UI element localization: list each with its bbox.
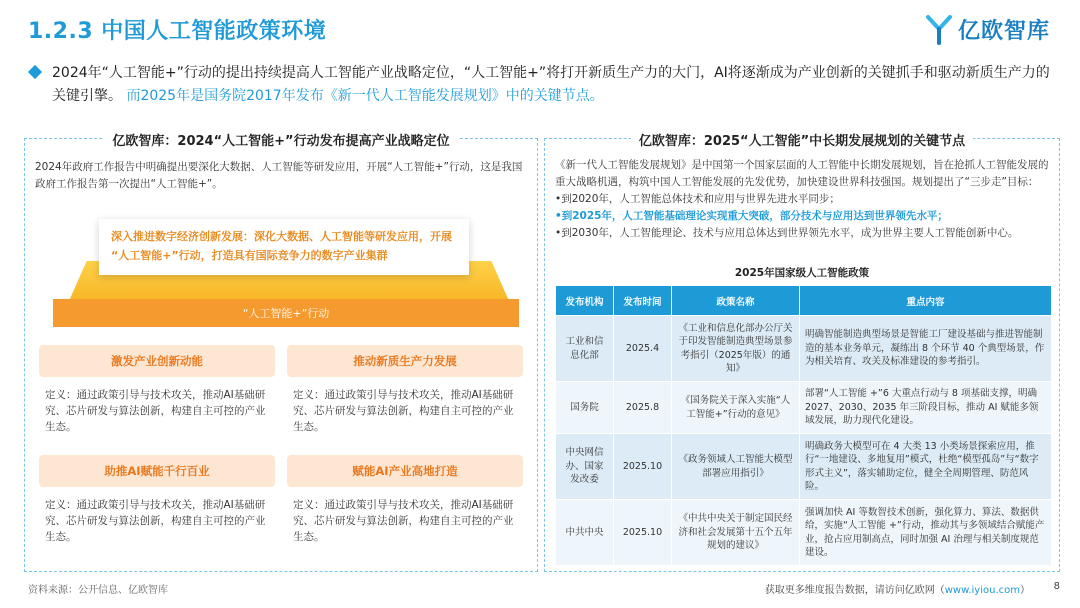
table-row bbox=[556, 316, 1052, 382]
page-title: 1.2.3 中国人工智能政策环境 bbox=[28, 19, 327, 44]
card-title: 推动新质生产力发展 bbox=[287, 345, 523, 377]
right-panel-title-text: 亿欧智库：2025“人工智能”中长期发展规划的关键节点 bbox=[631, 134, 973, 149]
cell-content: 强调加快 AI 等数智技术创新，强化算力、算法、数据供给，实施“人工智能 +”行动，推动其与多领域结合赋能产业，抢占应用制高点，同时加强 AI 治理与相关制度规范建设。 bbox=[800, 500, 1052, 566]
right-description bbox=[555, 157, 1051, 242]
card-industry-highland bbox=[287, 455, 523, 545]
cell-org: 工业和信息化部 bbox=[556, 316, 614, 382]
diamond-bullet-icon bbox=[28, 65, 42, 79]
table-header-row bbox=[556, 286, 1052, 316]
cell-name: 《中共中央关于制定国民经济和社会发展第十五个五年规划的建议》 bbox=[672, 500, 800, 566]
brand-logo bbox=[926, 14, 1050, 45]
card-innovation bbox=[39, 345, 275, 435]
cell-date: 2025.10 bbox=[614, 434, 672, 500]
left-panel bbox=[24, 134, 538, 572]
cell-name: 《国务院关于深入实施“人工智能+”行动的意见》 bbox=[672, 382, 800, 434]
cell-date: 2025.4 bbox=[614, 316, 672, 382]
plan-step-highlight: •到2025年，人工智能基础理论实现重大突破，部分技术与应用达到世界领先水平； bbox=[555, 210, 948, 222]
card-body: 定义：通过政策引导与技术攻关，推动AI基础研究、芯片研发与算法创新，构建自主可控的产业生态。 bbox=[293, 389, 514, 433]
cell-content: 明确政务大模型可在 4 大类 13 小类场景探索应用，推行“一地建设、多地复用”模式，杜绝“模型孤岛”与“数字形式主义”，落实辅助定位，健全全周期管理、防范风险。 bbox=[800, 434, 1052, 500]
card-title: 赋能AI产业高地打造 bbox=[287, 455, 523, 487]
header-content: 重点内容 bbox=[800, 286, 1052, 316]
card-title: 助推AI赋能千行百业 bbox=[39, 455, 275, 487]
header-org: 发布机构 bbox=[556, 286, 614, 316]
policy-table bbox=[555, 285, 1052, 566]
footer-link[interactable]: www.iyiou.com bbox=[944, 585, 1020, 596]
cell-org: 中共中央 bbox=[556, 500, 614, 566]
card-body: 定义：通过政策引导与技术攻关，推动AI基础研究、芯片研发与算法创新，构建自主可控的产业生态。 bbox=[45, 499, 266, 543]
intro-highlight-text: 而2025年是国务院2017年发布《新一代人工智能发展规划》中的关键节点。 bbox=[126, 88, 604, 104]
card-title: 激发产业创新动能 bbox=[39, 345, 275, 377]
cell-name: 《政务领域人工智能大模型部署应用指引》 bbox=[672, 434, 800, 500]
stage-text-line-1: 深入推进数字经济创新发展：深化大数据、人工智能等研发应用，开展 bbox=[111, 230, 452, 243]
cell-content: 部署“人工智能 +”6 大重点行动与 8 项基础支撑，明确 2027、2030、2035 年三阶段目标，推动 AI 赋能多领域发展，助力现代化建设。 bbox=[800, 382, 1052, 434]
cell-org: 中央网信办、国家发改委 bbox=[556, 434, 614, 500]
source-note: 资料来源：公开信息、亿欧智库 bbox=[28, 585, 168, 596]
cell-name: 《工业和信息化部办公厅关于印发智能制造典型场景参考指引（2025年版）的通知》 bbox=[672, 316, 800, 382]
intro-main-text: 2024年“人工智能+”行动的提出持续提高人工智能产业战略定位，“人工智能+”将打开新质生产力的大门，AI将逐渐成为产业创新的关键抓手和驱动新质生产力的关键引擎。 bbox=[52, 65, 1050, 104]
table-row bbox=[556, 382, 1052, 434]
card-empower-industries bbox=[39, 455, 275, 545]
table-row bbox=[556, 434, 1052, 500]
stage-text-line-2: “人工智能+”行动，打造具有国际竞争力的数字产业集群 bbox=[111, 249, 388, 262]
table-title: 2025年国家级人工智能政策 bbox=[734, 267, 870, 279]
plan-description: 《新一代人工智能发展规划》是中国第一个国家层面的人工智能中长期发展规划，旨在抢抓人工智能发展的重大战略机遇，构筑中国人工智能发展的先发优势，加快建设世界科技强国。规划提出了“三步走”目标： bbox=[555, 159, 1049, 188]
card-productivity bbox=[287, 345, 523, 435]
plan-step: •到2030年，人工智能理论、技术与应用总体达到世界领先水平，成为世界主要人工智能创新中心。 bbox=[555, 227, 1019, 239]
plan-step: •到2020年，人工智能总体技术和应用与世界先进水平同步； bbox=[555, 193, 840, 205]
right-panel-title bbox=[545, 130, 1059, 149]
cell-date: 2025.10 bbox=[614, 500, 672, 566]
right-panel bbox=[544, 134, 1060, 572]
cell-date: 2025.8 bbox=[614, 382, 672, 434]
logo-icon bbox=[926, 15, 952, 45]
page-number: 8 bbox=[1053, 581, 1060, 592]
footer-cta-text: 获取更多维度报告数据，请访问亿欧网（ bbox=[764, 585, 945, 596]
stage-text-box bbox=[99, 219, 469, 275]
header-name: 政策名称 bbox=[672, 286, 800, 316]
intro-paragraph bbox=[30, 62, 1060, 108]
stage-front-bar bbox=[53, 299, 519, 327]
left-panel-title-text: 亿欧智库：2024“人工智能+”行动发布提高产业战略定位 bbox=[104, 134, 457, 149]
card-body: 定义：通过政策引导与技术攻关，推动AI基础研究、芯片研发与算法创新，构建自主可控的产业生态。 bbox=[293, 499, 514, 543]
footer-cta-end: ） bbox=[1020, 585, 1030, 596]
cell-content: 明确智能制造典型场景是智能工厂建设基础与推进智能制造的基本业务单元，凝练出 8 个环节 40 个典型场景，作为相关培育、攻关及标准建设的参考指引。 bbox=[800, 316, 1052, 382]
header-date: 发布时间 bbox=[614, 286, 672, 316]
left-description: 2024年政府工作报告中明确提出要深化大数据、人工智能等研发应用，开展“人工智能+”行动，这是我国政府工作报告第一次提出“人工智能+”。 bbox=[35, 161, 523, 190]
left-panel-title bbox=[25, 130, 537, 149]
stage-label: “人工智能+”行动 bbox=[242, 307, 330, 320]
footer-cta bbox=[765, 581, 1030, 596]
cell-org: 国务院 bbox=[556, 382, 614, 434]
card-body: 定义：通过政策引导与技术攻关，推动AI基础研究、芯片研发与算法创新，构建自主可控的产业生态。 bbox=[45, 389, 266, 433]
logo-text: 亿欧智库 bbox=[957, 19, 1050, 44]
table-row bbox=[556, 500, 1052, 566]
